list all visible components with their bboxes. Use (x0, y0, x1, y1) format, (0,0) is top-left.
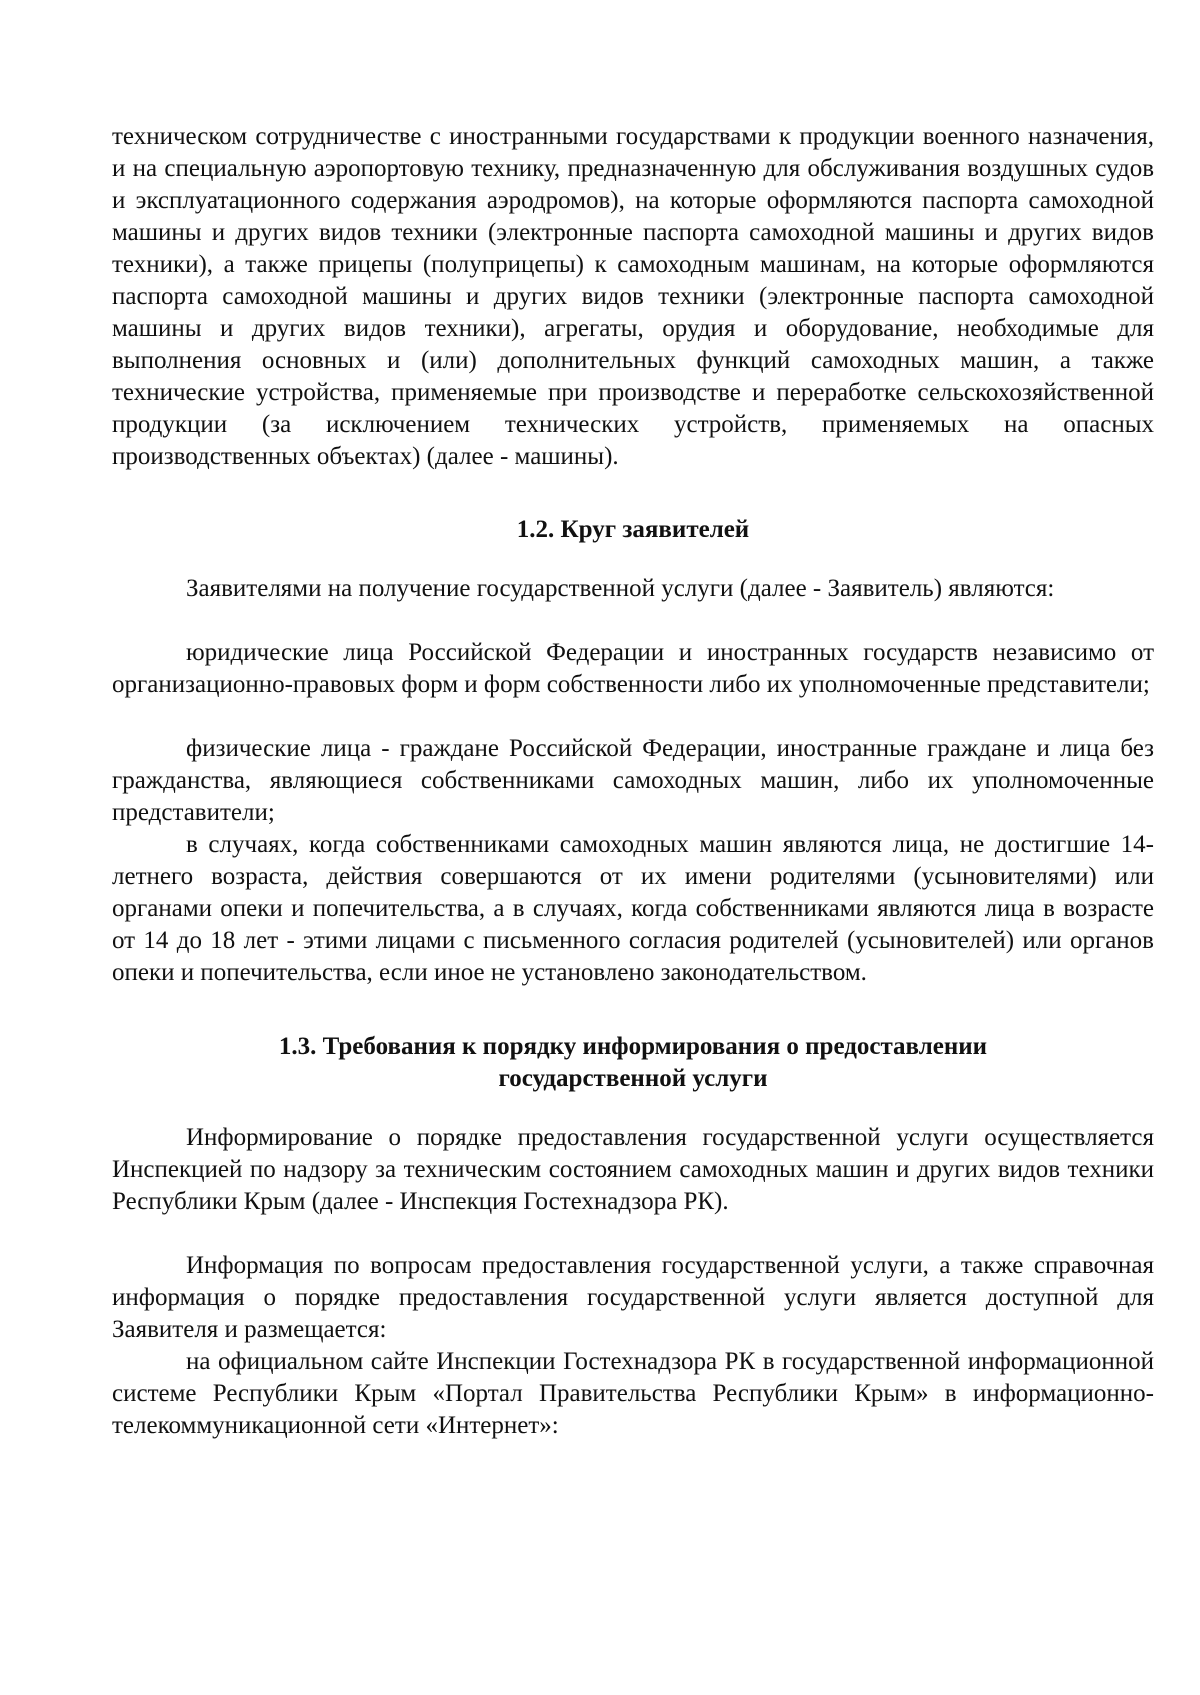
individuals-paragraph: физические лица - граждане Российской Федерации, иностранные граждане и лица без гражданства, являющиеся собственниками самоходных машин, либо их уполномоченные представители; (112, 735, 1154, 826)
official-site-paragraph: на официальном сайте Инспекции Гостехнадзора РК в государственной информационной системе Республики Крым «Портал Правительства Республики Крым» в информационно-телекоммуникационной сети «Интернет»: (112, 1348, 1154, 1439)
section-1-3-heading-line1: 1.3. Требования к порядку информирования о предоставлении (278, 1033, 988, 1060)
information-availability-paragraph: Информация по вопросам предоставления государственной услуги, а также справочная информация о порядке предоставления государственной услуги является доступной для Заявителя и размещается: (112, 1252, 1154, 1343)
minors-paragraph: в случаях, когда собственниками самоходных машин являются лица, не достигшие 14-летнего возраста, действия совершаются от их имени родителями (усыновителями) или органами опеки и попечительства, а в случаях, когда собственниками являются лица в возрасте от 14 до 18 лет - этими лицами с письменного согласия родителей (усыновителей) или органов опеки и попечительства, если иное не установлено законодательством. (112, 831, 1154, 986)
intro-paragraph: техническом сотрудничестве с иностранными государствами к продукции военного назначения, и на специальную аэропортовую технику, предназначенную для обслуживания воздушных судов и эксплуатационного содержания аэродромов), на которые оформляются паспорта самоходной машины и других видов техники (электронные паспорта самоходной машины и других видов техники), а также прицепы (полуприцепы) к самоходным машинам, на которые оформляются паспорта самоходной машины и других видов техники (электронные паспорта самоходной машины и других видов техники), агрегаты, орудия и оборудование, необходимые для выполнения основных и (или) дополнительных функций самоходных машин, а также технические устройства, применяемые при производстве и переработке сельскохозяйственной продукции (за исключением технических устройств, применяемых на опасных производственных объектах) (далее - машины). (112, 123, 1154, 470)
legal-entities-paragraph: юридические лица Российской Федерации и иностранных государств независимо от организационно-правовых форм и форм собственности либо их уполномоченные представители; (112, 639, 1154, 698)
section-1-2-heading: 1.2. Круг заявителей (516, 516, 750, 543)
applicants-intro-paragraph: Заявителями на получение государственной услуги (далее - Заявитель) являются: (186, 575, 1055, 602)
informing-paragraph: Информирование о порядке предоставления государственной услуги осуществляется Инспекцией по надзору за техническим состоянием самоходных машин и других видов техники Республики Крым (далее - Инспекция Гостехнадзора РК). (112, 1124, 1154, 1215)
section-1-3-heading-line2: государственной услуги (498, 1065, 768, 1092)
